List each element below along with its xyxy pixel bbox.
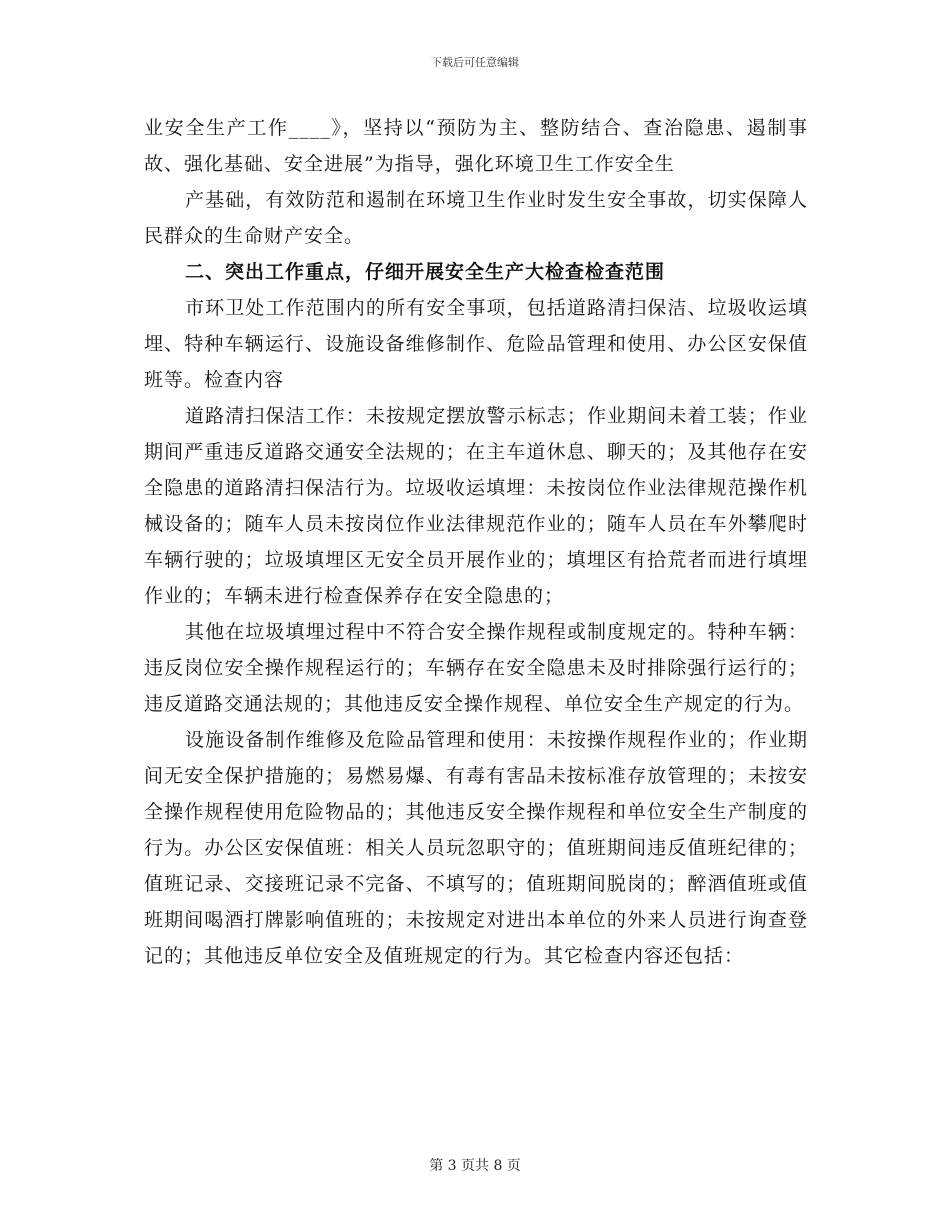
paragraph: 设施设备制作维修及危险品管理和使用：未按操作规程作业的；作业期间无安全保护措施的；易燃易爆、有毒有害品未按标准存放管理的；未按安全操作规程使用危险物品的；其他违反安全操作规程和单位安全生产制度的行为。办公区安保值班：相关人员玩忽职守的；值班期间违反值班纪律的；值班记录、交接班记录不完备、不填写的；值班期间脱岗的；醉酒值班或值班期间喝酒打牌影响值班的；未按规定对进出本单位的外来人员进行询查登记的；其他违反单位安全及值班规定的行为。其它检查内容还包括：	[144, 729, 808, 967]
paragraph-continued: 业安全生产工作____》，坚持以“预防为主、整防结合、查治隐患、遏制事故、强化基础、安全进展”为指导，强化环境卫生工作安全生	[144, 117, 808, 175]
page-header-note: 下载后可任意编辑	[431, 56, 519, 69]
paragraph: 市环卫处工作范围内的所有安全事项，包括道路清扫保洁、垃圾收运填埋、特种车辆运行、设施设备维修制作、危险品管理和使用、办公区安保值班等。检查内容	[144, 297, 808, 391]
paragraph: 产基础，有效防范和遏制在环境卫生作业时发生安全事故，切实保障人民群众的生命财产安全。	[144, 189, 808, 247]
section-heading: 二、突出工作重点，仔细开展安全生产大检查检查范围	[185, 261, 666, 283]
page-number-footer: 第 3 页共 8 页	[429, 1158, 521, 1174]
paragraph: 其他在垃圾填埋过程中不符合安全操作规程或制度规定的。特种车辆：违反岗位安全操作规程运行的；车辆存在安全隐患未及时排除强行运行的；违反道路交通法规的；其他违反安全操作规程、单位安全生产规定的行为。	[144, 621, 808, 715]
document-body	[144, 110, 808, 974]
paragraph: 道路清扫保洁工作：未按规定摆放警示标志；作业期间未着工装；作业期间严重违反道路交通安全法规的；在主车道休息、聊天的；及其他存在安全隐患的道路清扫保洁行为。垃圾收运填埋：未按岗位作业法律规范操作机械设备的；随车人员未按岗位作业法律规范作业的；随车人员在车外攀爬时车辆行驶的；垃圾填埋区无安全员开展作业的；填埋区有拾荒者而进行填埋作业的；车辆未进行检查保养存在安全隐患的；	[144, 405, 808, 607]
